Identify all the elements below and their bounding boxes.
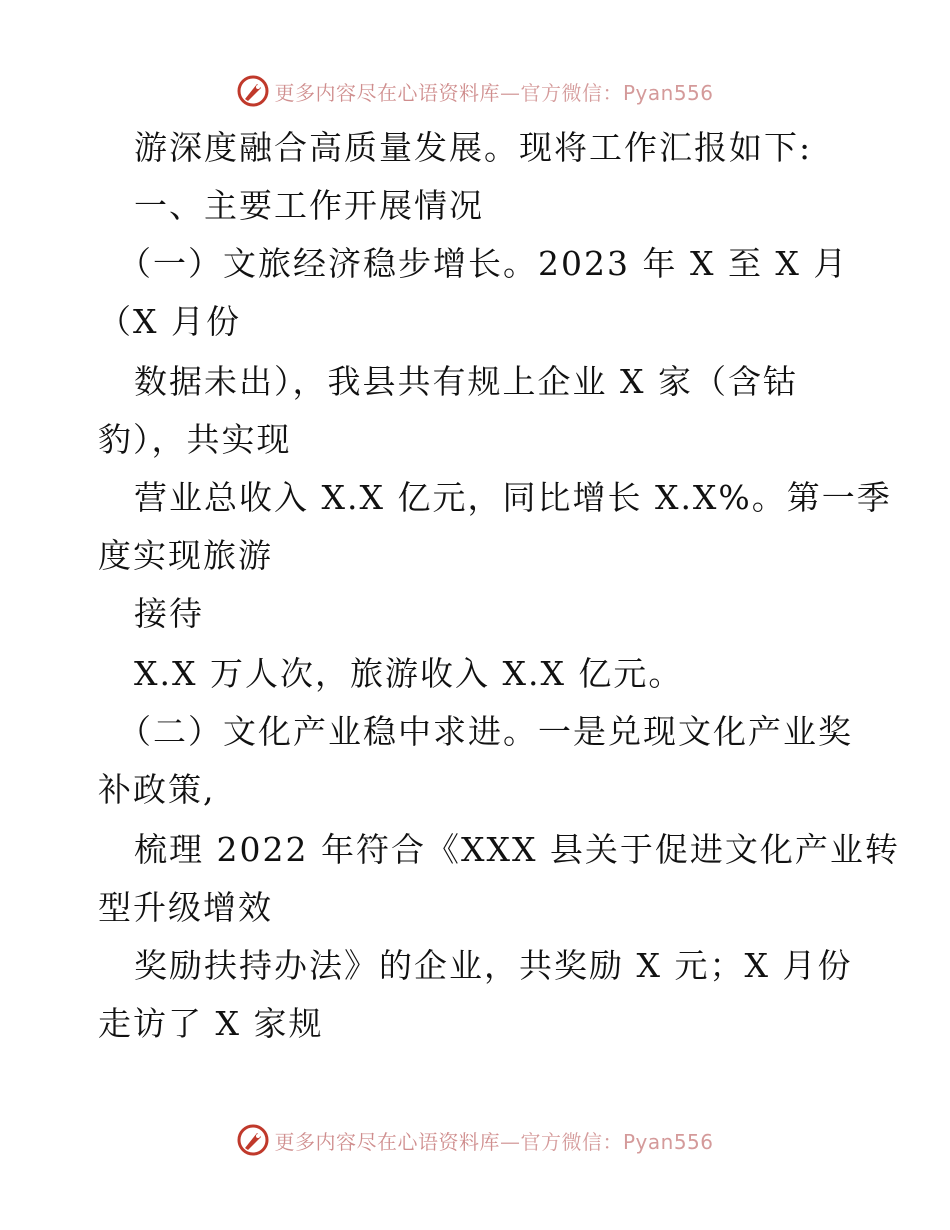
watermark-main: 更多内容尽在心语资料库 [274, 1129, 500, 1154]
body-line: 奖励扶持办法》的企业，共奖励 X 元；X 月份 [134, 946, 853, 985]
body-line: 数据未出），我县共有规上企业 X 家（含钴 [134, 362, 798, 401]
body-line: （X 月份 [98, 302, 241, 341]
body-line: 接待 [134, 594, 204, 633]
watermark-separator: — [499, 80, 521, 105]
section-heading: 一、主要工作开展情况 [134, 186, 484, 225]
watermark-account: Pyan556 [622, 80, 714, 105]
body-line: 豹），共实现 [98, 420, 292, 459]
body-line: （二）文化产业稳中求进。一是兑现文化产业奖 [118, 712, 853, 751]
watermark-main: 更多内容尽在心语资料库 [274, 80, 500, 105]
watermark-text [274, 1126, 713, 1155]
pen-nib-logo-icon [236, 1123, 270, 1157]
footer-watermark [0, 1120, 950, 1160]
body-line: 补政策, [98, 770, 216, 809]
body-line: 型升级增效 [98, 888, 273, 927]
watermark-separator: — [499, 1129, 521, 1154]
body-line: 度实现旅游 [98, 536, 273, 575]
body-line: 营业总收入 X.X 亿元，同比增长 X.X%。第一季 [134, 478, 892, 517]
body-line: 走访了 X 家规 [98, 1004, 324, 1043]
body-line: X.X 万人次，旅游收入 X.X 亿元。 [134, 654, 684, 693]
watermark-account: Pyan556 [622, 1129, 714, 1154]
watermark-label: 官方微信： [520, 80, 623, 105]
body-line: （一）文旅经济稳步增长。2023 年 X 至 X 月 [118, 244, 849, 283]
body-line: 梳理 2022 年符合《XXX 县关于促进文化产业转 [134, 830, 900, 869]
body-line: 游深度融合高质量发展。现将工作汇报如下: [134, 128, 813, 167]
watermark-label: 官方微信： [520, 1129, 623, 1154]
